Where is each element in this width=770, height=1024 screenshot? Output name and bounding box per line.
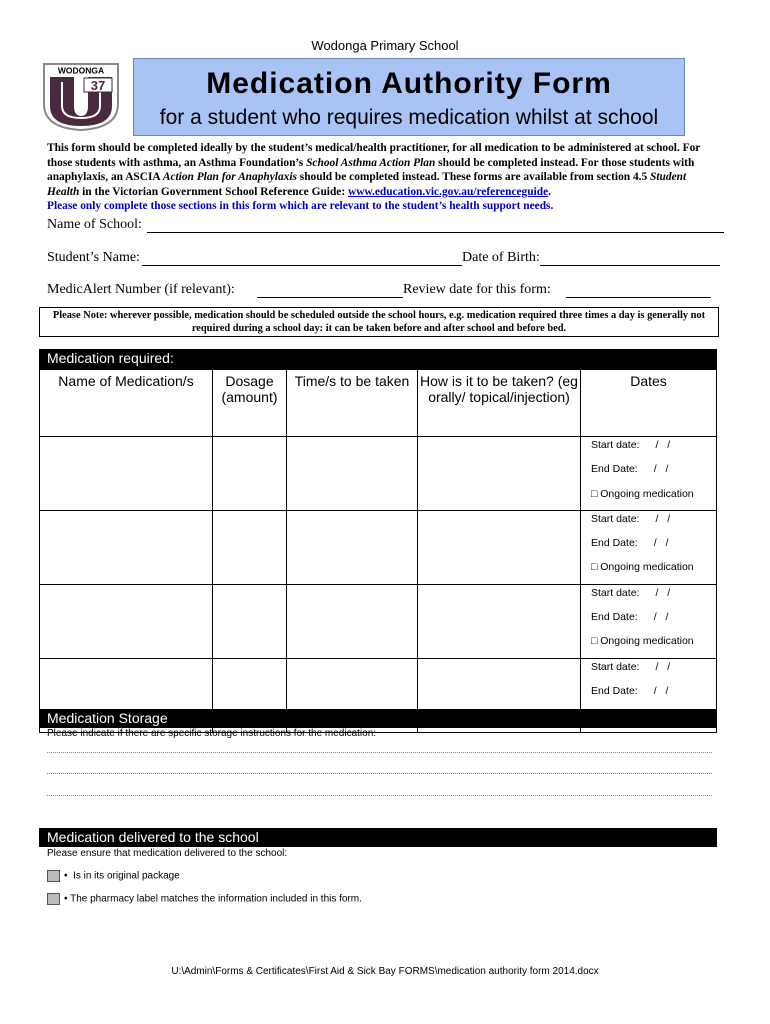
medication-name-cell[interactable] xyxy=(40,510,213,584)
ongoing-checkbox[interactable]: □ Ongoing medication xyxy=(591,635,694,648)
school-name-header: Wodonga Primary School xyxy=(311,38,459,53)
start-date-label: Start date: xyxy=(591,660,640,673)
dob-label: Date of Birth: xyxy=(462,250,540,265)
medicalert-label: MedicAlert Number (if relevant): xyxy=(47,282,235,297)
end-date-input[interactable]: / / xyxy=(653,611,672,624)
form-subtitle: for a student who requires medication whilst at school xyxy=(159,106,659,129)
dob-input[interactable] xyxy=(540,265,720,266)
dates-cell xyxy=(581,510,717,584)
intro-paragraph xyxy=(47,141,717,214)
relevance-note: Please only complete those sections in this form which are relevant to the student’s health support needs. xyxy=(47,200,554,213)
original-package-item: • Is in its original package xyxy=(47,870,180,882)
intro-text-1: This form should be completed ideally by the student’s medical/health practitioner, for all medication to be administered at school. For those students with asthma, an Asthma Foundation’s xyxy=(47,142,701,169)
end-date-input[interactable]: / / xyxy=(653,537,672,550)
dosage-cell[interactable] xyxy=(213,584,287,658)
end-date-input[interactable]: / / xyxy=(653,463,672,476)
delivered-instruction: Please ensure that medication delivered to the school: xyxy=(47,848,288,859)
intro-italic-2: Action Plan for Anaphylaxis xyxy=(162,171,297,184)
logo-text: WODONGA xyxy=(57,65,105,76)
logo-number: 37 xyxy=(90,78,106,93)
storage-instruction: Please indicate if there are specific storage instructions for the medication: xyxy=(47,728,377,739)
medication-name-cell[interactable] xyxy=(40,437,213,511)
times-cell[interactable] xyxy=(287,510,418,584)
medication-table xyxy=(39,369,717,733)
review-date-label: Review date for this form: xyxy=(403,282,551,297)
intro-text-2: should be completed instead. For those students with anaphylaxis, an ASCIA xyxy=(47,156,695,184)
ongoing-checkbox[interactable]: □ Ongoing medication xyxy=(591,487,694,500)
review-date-input[interactable] xyxy=(566,297,711,298)
table-row xyxy=(40,437,717,511)
pharmacy-label-item: • The pharmacy label matches the information included in this form. xyxy=(47,893,362,905)
medication-delivered-bar: Medication delivered to the school xyxy=(39,828,717,847)
medicalert-input[interactable] xyxy=(257,297,403,298)
start-date-label: Start date: xyxy=(591,439,640,451)
dates-cell xyxy=(581,584,717,658)
school-name-label: Name of School: xyxy=(47,217,142,232)
student-name-label: Student’s Name: xyxy=(47,250,140,265)
start-date-input[interactable]: / / xyxy=(655,586,674,599)
end-date-label: End Date: xyxy=(591,611,638,624)
school-name-input[interactable] xyxy=(147,232,724,233)
start-date-label: Start date: xyxy=(591,586,640,599)
storage-line-3[interactable] xyxy=(47,795,712,796)
end-date-input[interactable]: / / xyxy=(653,684,672,697)
medication-table-header xyxy=(40,370,717,437)
pharmacy-label-checkbox[interactable] xyxy=(47,893,60,905)
dates-cell xyxy=(581,437,717,511)
start-date-input[interactable]: / / xyxy=(655,512,674,525)
intro-text-3: should be completed instead. These forms are available from section 4.5 xyxy=(296,171,651,184)
medication-name-cell[interactable] xyxy=(40,584,213,658)
student-name-input[interactable] xyxy=(142,265,462,266)
how-cell[interactable] xyxy=(418,510,581,584)
start-date-input[interactable]: / / xyxy=(655,439,674,451)
dosage-cell[interactable] xyxy=(213,510,287,584)
dosage-cell[interactable] xyxy=(213,437,287,511)
storage-line-1[interactable] xyxy=(47,752,712,753)
col-header-name: Name of Medication/s xyxy=(40,370,213,437)
school-logo xyxy=(40,60,122,132)
table-row xyxy=(40,510,717,584)
medication-required-bar: Medication required: xyxy=(39,349,717,369)
end-date-label: End Date: xyxy=(591,537,638,550)
reference-guide-link[interactable]: www.education.vic.gov.au/referenceguide xyxy=(347,185,549,198)
storage-line-2[interactable] xyxy=(47,773,712,774)
end-date-label: End Date: xyxy=(591,684,638,697)
form-title: Medication Authority Form xyxy=(206,67,612,100)
col-header-how: How is it to be taken? (eg orally/ topical/injection) xyxy=(418,370,581,437)
start-date-label: Start date: xyxy=(591,512,640,525)
medication-storage-bar: Medication Storage xyxy=(39,709,717,728)
intro-text-5: . xyxy=(548,185,552,198)
how-cell[interactable] xyxy=(418,584,581,658)
end-date-label: End Date: xyxy=(591,463,638,476)
scheduling-note: Please Note: wherever possible, medication should be scheduled outside the school hours, e.g. medication required three times a day is generally not required during a school day: it can be taken before and after school and before bed. xyxy=(39,307,719,337)
pharmacy-label-text: The pharmacy label matches the information included in this form. xyxy=(70,893,362,905)
original-package-checkbox[interactable] xyxy=(47,870,60,882)
col-header-dosage: Dosage (amount) xyxy=(213,370,287,437)
original-package-label: Is in its original package xyxy=(73,870,180,882)
times-cell[interactable] xyxy=(287,584,418,658)
title-box xyxy=(133,58,685,136)
intro-italic-3: Student Health xyxy=(47,171,687,198)
col-header-times: Time/s to be taken xyxy=(287,370,418,437)
start-date-input[interactable]: / / xyxy=(655,660,674,673)
intro-text-4: in the Victorian Government School Reference Guide: xyxy=(79,185,348,198)
file-path-footer: U:\Admin\Forms & Certificates\First Aid & Sick Bay FORMS\medication authority form 2014.docx xyxy=(171,966,599,977)
how-cell[interactable] xyxy=(418,437,581,511)
times-cell[interactable] xyxy=(287,437,418,511)
col-header-dates: Dates xyxy=(581,370,717,437)
ongoing-checkbox[interactable]: □ Ongoing medication xyxy=(591,561,694,574)
table-row xyxy=(40,584,717,658)
intro-italic-1: School Asthma Action Plan xyxy=(306,156,436,169)
